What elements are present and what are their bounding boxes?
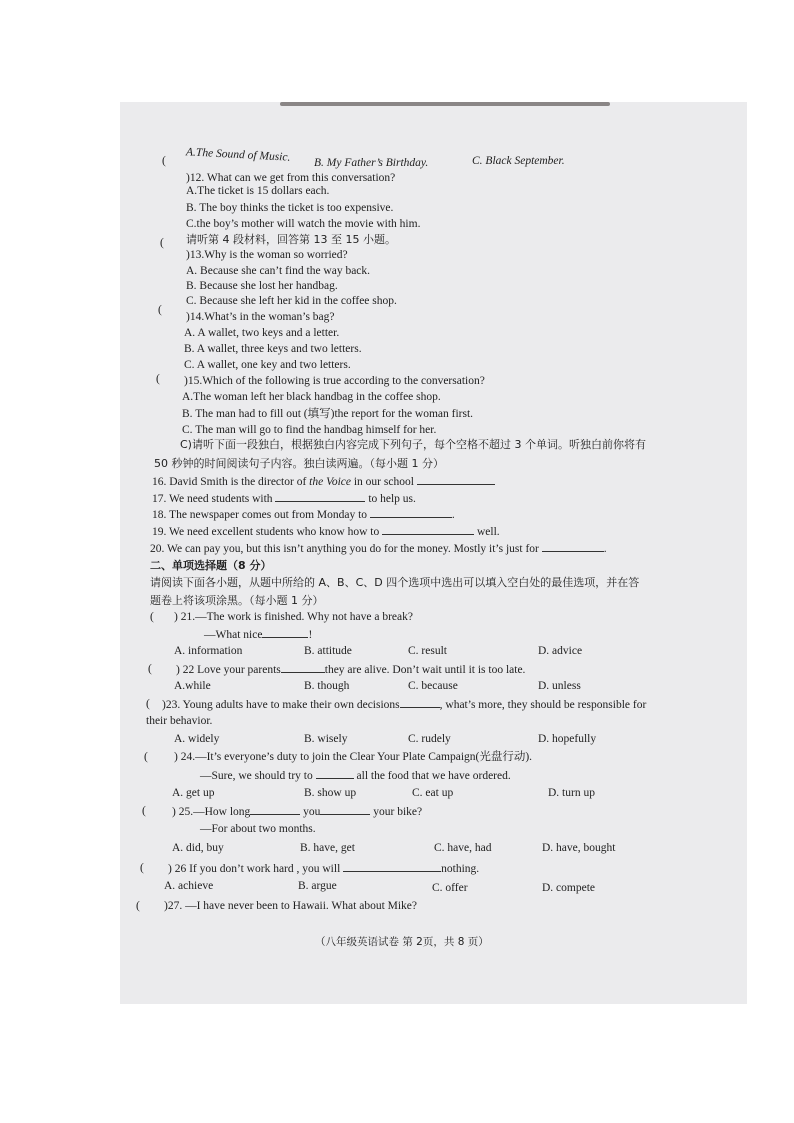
q19-answer-blank[interactable] <box>382 524 474 535</box>
q13-stem: )13.Why is the woman so worried? <box>186 249 348 261</box>
q13-paren: ( <box>160 237 164 249</box>
q24-option-c: C. eat up <box>412 787 454 799</box>
q23-option-c: C. rudely <box>408 733 451 745</box>
q15-option-b: B. The man had to fill out (填写)the report for the woman first. <box>182 408 474 420</box>
q26-answer-blank[interactable] <box>343 861 441 872</box>
q24-paren: ( <box>144 751 148 763</box>
q24-answer-blank[interactable] <box>316 768 354 779</box>
q25-option-b: B. have, get <box>300 842 355 854</box>
q21-option-c: C. result <box>408 645 447 657</box>
q18-answer-blank[interactable] <box>370 507 452 518</box>
q24-option-d: D. turn up <box>548 787 595 799</box>
q11-option-a: A.The Sound of Music. <box>185 146 291 164</box>
q23-stem <box>162 697 646 712</box>
q23-text-after: , what’s more, they should be responsible for <box>439 699 647 711</box>
q14-paren: ( <box>158 304 162 316</box>
q21-paren: ( <box>150 611 154 623</box>
q27-paren: ( <box>136 900 140 912</box>
q12-option-c: C.the boy’s mother will watch the movie with him. <box>186 218 421 230</box>
q25-option-c: C. have, had <box>434 842 492 854</box>
q25-text-before: ) 25.—How long <box>172 806 251 818</box>
q23-answer-blank[interactable] <box>400 697 440 708</box>
q12-option-b: B. The boy thinks the ticket is too expensive. <box>186 202 394 214</box>
q23-text-before: )23. Young adults have to make their own decisions <box>162 699 400 711</box>
q18-text-before: 18. The newspaper comes out from Monday to <box>152 509 368 521</box>
page-footer: （八年级英语试卷 第 2页，共 8 页） <box>315 936 489 948</box>
q21-option-d: D. advice <box>538 645 583 657</box>
q20-text-before: 20. We can pay you, but this isn’t anything you do for the money. Mostly it’s just for <box>150 543 539 555</box>
exam-paper-page <box>120 102 747 1004</box>
q18-text-after: . <box>451 509 455 521</box>
q21-stem: ) 21.—The work is finished. Why not have a break? <box>174 611 413 623</box>
q16 <box>152 474 495 489</box>
q15-paren: ( <box>156 373 160 385</box>
q24-option-b: B. show up <box>304 787 357 799</box>
q16-answer-blank[interactable] <box>417 474 495 485</box>
section-c-instruction-line2: 50 秒钟的时间阅读句子内容。独白读两遍。（每小题 1 分） <box>154 457 444 470</box>
q26-option-a: A. achieve <box>164 880 214 892</box>
q14-stem: )14.What’s in the woman’s bag? <box>186 311 335 323</box>
q22-option-d: D. unless <box>538 680 581 692</box>
q15-option-c: C. The man will go to find the handbag himself for her. <box>182 424 437 436</box>
q16-italic-title: the Voice <box>309 476 351 488</box>
q22-stem <box>176 662 525 677</box>
q23-paren: ( <box>146 698 150 710</box>
q21-option-b: B. attitude <box>304 645 352 657</box>
q25-option-a: A. did, buy <box>172 842 224 854</box>
q18 <box>152 507 455 522</box>
q24-stem: ) 24.—It’s everyone’s duty to join the Clear Your Plate Campaign(光盘行动). <box>174 751 533 763</box>
q25-stem <box>172 804 422 819</box>
q19-text-after: well. <box>476 526 500 538</box>
q16-text-after: in our school <box>350 476 414 488</box>
q26-text-after: nothing. <box>441 863 480 875</box>
q17 <box>152 491 416 506</box>
q24-option-a: A. get up <box>172 787 215 799</box>
q13-option-b: B. Because she lost her handbag. <box>186 280 338 292</box>
q17-answer-blank[interactable] <box>275 491 365 502</box>
q21-line2-after: ! <box>308 629 313 641</box>
q26-option-d: D. compete <box>542 882 596 894</box>
q20-text-after: . <box>603 543 607 555</box>
section4-intro: 请听第 4 段材料，回答第 13 至 15 小题。 <box>186 233 396 246</box>
q13-option-a: A. Because she can’t find the way back. <box>186 265 371 277</box>
q25-answer-blank-2[interactable] <box>320 804 370 815</box>
q11-option-b: B. My Father’s Birthday. <box>314 157 429 169</box>
q25-line2: —For about two months. <box>200 823 316 835</box>
q22-paren: ( <box>148 663 152 675</box>
q21-line2 <box>204 627 312 642</box>
q15-stem: )15.Which of the following is true according to the conversation? <box>184 375 485 387</box>
q27-stem: )27. —I have never been to Hawaii. What about Mike? <box>164 900 418 912</box>
section2-heading: 二、单项选择题（8 分） <box>150 559 272 572</box>
q14-option-b: B. A wallet, three keys and two letters. <box>184 343 362 355</box>
q23-line2: their behavior. <box>146 715 213 727</box>
q24-line2-before: —Sure, we should try to <box>200 770 313 782</box>
section2-instruction-line2: 题卷上将该项涂黑。（每小题 1 分） <box>150 594 324 607</box>
q24-line2 <box>200 768 511 783</box>
q22-text-before: ) 22 Love your parents <box>176 664 281 676</box>
q21-option-a: A. information <box>174 645 243 657</box>
q25-answer-blank-1[interactable] <box>250 804 300 815</box>
section2-instruction-line1: 请阅读下面各小题，从题中所给的 A、B、C、D 四个选项中选出可以填入空白处的最佳选项，并在答 <box>150 576 640 589</box>
q23-option-b: B. wisely <box>304 733 348 745</box>
q22-option-c: C. because <box>408 680 458 692</box>
q22-answer-blank[interactable] <box>281 662 325 673</box>
q20 <box>150 541 607 556</box>
q12-stem: )12. What can we get from this conversation? <box>186 172 396 184</box>
q19-text-before: 19. We need excellent students who know how to <box>152 526 380 538</box>
q17-text-before: 17. We need students with <box>152 493 273 505</box>
q25-text-after: your bike? <box>373 806 423 818</box>
q25-paren: ( <box>142 805 146 817</box>
q25-text-mid: you <box>303 806 321 818</box>
q20-answer-blank[interactable] <box>542 541 604 552</box>
section-c-instruction-line1: C)请听下面一段独白，根据独白内容完成下列句子，每个空格不超过 3 个单词。听独白前你将有 <box>180 438 646 451</box>
q24-line2-after: all the food that we have ordered. <box>356 770 511 782</box>
q11-option-c: C. Black September. <box>472 155 565 167</box>
q26-option-c: C. offer <box>432 882 468 894</box>
q12-option-a: A.The ticket is 15 dollars each. <box>186 185 330 197</box>
q22-text-after: they are alive. Don’t wait until it is too late. <box>324 664 526 676</box>
q15-option-a: A.The woman left her black handbag in the coffee shop. <box>182 391 441 403</box>
q23-option-d: D. hopefully <box>538 733 597 745</box>
q16-text-before: 16. David Smith is the director of <box>152 476 310 488</box>
q14-option-c: C. A wallet, one key and two letters. <box>184 359 351 371</box>
q21-line2-before: —What nice <box>204 629 263 641</box>
q19 <box>152 524 500 539</box>
q22-option-b: B. though <box>304 680 350 692</box>
q23-option-a: A. widely <box>174 733 220 745</box>
q22-option-a: A.while <box>174 680 211 692</box>
q14-option-a: A. A wallet, two keys and a letter. <box>184 327 340 339</box>
q25-option-d: D. have, bought <box>542 842 616 854</box>
q26-option-b: B. argue <box>298 880 337 892</box>
q26-stem <box>168 861 479 876</box>
q12-paren: ( <box>162 155 166 167</box>
page-top-edge-shadow <box>280 102 610 106</box>
q13-option-c: C. Because she left her kid in the coffee shop. <box>186 295 397 307</box>
q26-text-before: ) 26 If you don’t work hard , you will <box>168 863 341 875</box>
q21-answer-blank[interactable] <box>262 627 308 638</box>
q17-text-after: to help us. <box>368 493 416 505</box>
q26-paren: ( <box>140 862 144 874</box>
